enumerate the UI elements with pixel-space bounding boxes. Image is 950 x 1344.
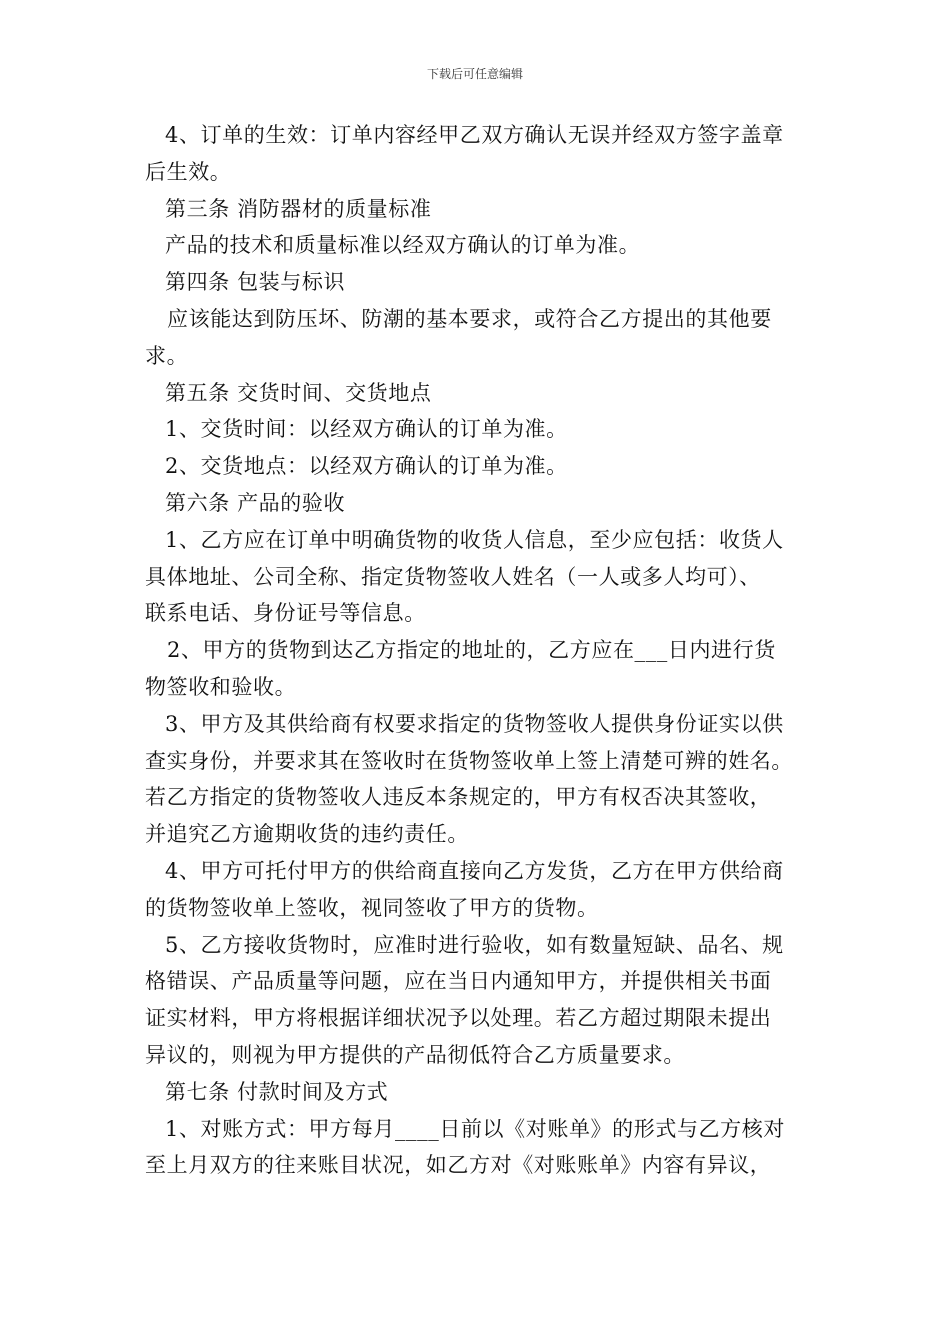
text-line-17: 3、甲方及其供给商有权要求指定的货物签收人提供身份证实以供 [165,711,784,736]
text-line-22: 的货物签收单上签收，视同签收了甲方的货物。 [145,895,599,920]
text-line-13: 具体地址、公司全称、指定货物签收人姓名（一人或多人均可）、 [145,564,761,589]
document-body [145,117,815,1184]
section-heading-4: 第四条 包装与标识 [165,270,346,295]
section-heading-6: 第六条 产品的验收 [165,490,346,515]
text-line-24: 格错误、产品质量等问题，应在当日内通知甲方，并提供相关书面 [145,969,772,994]
text-line-10: 2、交货地点：以经双方确认的订单为准。 [165,454,568,479]
text-line-9: 1、交货时间：以经双方确认的订单为准。 [165,417,568,442]
section-heading-7: 第七条 付款时间及方式 [165,1079,389,1104]
text-line-23: 5、乙方接收货物时，应准时进行验收，如有数量短缺、品名、规 [165,932,784,957]
text-line-1: 4、订单的生效：订单内容经甲乙双方确认无误并经双方签字盖章 [165,123,784,147]
text-line-14: 联系电话、身份证号等信息。 [145,601,426,626]
text-line-20: 并追究乙方逾期收货的违约责任。 [145,822,469,847]
text-line-15: 2、甲方的货物到达乙方指定的地址的，乙方应在___日内进行货 [167,638,776,663]
text-line-4: 产品的技术和质量标准以经双方确认的订单为准。 [165,233,641,258]
text-line-12: 1、乙方应在订单中明确货物的收货人信息，至少应包括：收货人 [165,527,784,552]
section-heading-3: 第三条 消防器材的质量标准 [165,196,432,221]
text-line-19: 若乙方指定的货物签收人违反本条规定的，甲方有权否决其签收， [145,785,772,810]
text-line-29: 至上月双方的往来账目状况，如乙方对《对账账单》内容有异议， [145,1153,772,1178]
text-line-21: 4、甲方可托付甲方的供给商直接向乙方发货，乙方在甲方供给商 [165,858,784,883]
text-line-25: 证实材料，甲方将根据详细状况予以处理。若乙方超过期限未提出 [145,1006,772,1031]
section-heading-5: 第五条 交货时间、交货地点 [165,380,432,405]
page-header: 下载后可任意编辑 [426,67,523,81]
text-line-7: 求。 [145,343,189,368]
text-line-18: 查实身份，并要求其在签收时在货物签收单上签上清楚可辨的姓名。 [145,748,793,773]
text-line-16: 物签收和验收。 [145,674,297,699]
text-line-6: 应该能达到防压坏、防潮的基本要求，或符合乙方提出的其他要 [167,306,772,331]
text-line-2: 后生效。 [145,159,232,184]
text-line-26: 异议的，则视为甲方提供的产品彻低符合乙方质量要求。 [145,1042,685,1067]
text-line-28: 1、对账方式：甲方每月____日前以《对账单》的形式与乙方核对 [165,1116,785,1141]
